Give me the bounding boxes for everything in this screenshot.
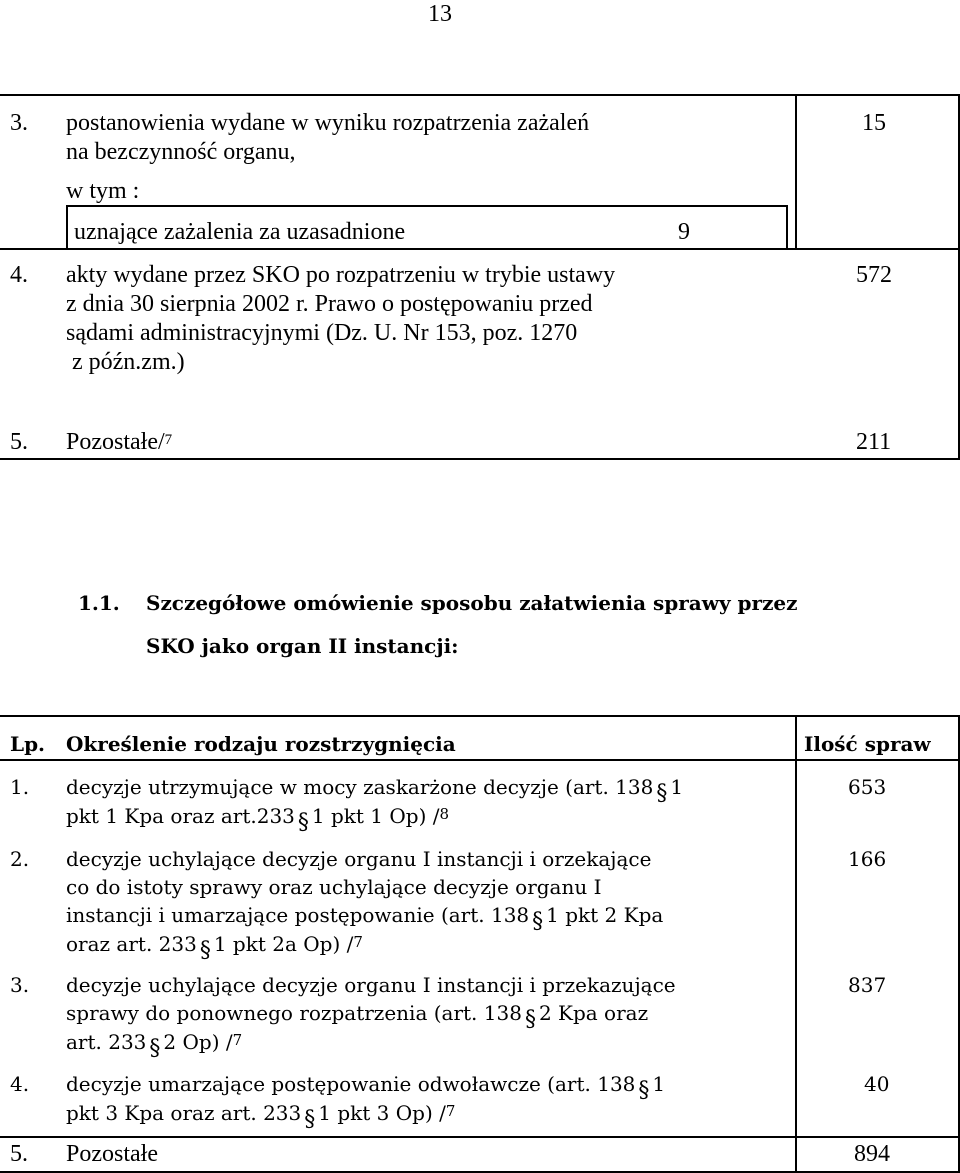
t2-row2-line4-b: 1 pkt 2a Op) / [213, 932, 354, 956]
row5-footnote: 7 [164, 432, 173, 448]
row5-description [66, 428, 172, 457]
t2-row2-footnote: 7 [353, 933, 363, 951]
table1-bottom-border [0, 458, 960, 460]
row5-number: 5. [10, 429, 28, 455]
row3-desc-line1: postanowienia wydane w wyniku rozpatrzenia zażaleń [66, 110, 590, 136]
t2-row3-line3 [66, 1028, 676, 1061]
section-sign: § [656, 781, 668, 806]
subtable-top-border [66, 205, 788, 207]
header-count: Ilość spraw [804, 732, 931, 756]
page-number: 13 [428, 1, 452, 27]
t2-row2-number: 2. [10, 847, 30, 871]
t2-row3-description [66, 971, 676, 1061]
t2-row1-footnote: 8 [439, 805, 450, 823]
table2-top-border [0, 715, 960, 717]
row3-desc-line2: na bezczynność organu, [66, 139, 296, 165]
row3-value: 15 [862, 110, 886, 136]
header-lp: Lp. [10, 732, 46, 756]
table1-divider [795, 94, 797, 249]
row3-sub-value: 9 [678, 219, 690, 245]
section-title-line1: Szczegółowe omówienie sposobu załatwienia sprawy przez [146, 591, 798, 615]
section-sign: § [638, 1078, 650, 1103]
t2-row1-description [66, 773, 684, 835]
t2-row1-line1 [66, 773, 684, 806]
row3-sub-description: uznające zażalenia za uzasadnione [74, 219, 406, 245]
t2-row1-line1-b: 1 [670, 775, 684, 799]
row5-value: 211 [856, 429, 892, 455]
t2-row3-line2-b: 2 Kpa oraz [538, 1001, 649, 1025]
t2-row2-description [66, 845, 664, 963]
row3-sub-label: w tym : [66, 178, 140, 204]
t2-row2-value: 166 [848, 847, 887, 871]
section-sign: § [199, 938, 211, 963]
row4-value: 572 [856, 262, 892, 288]
table2-row-divider [0, 1136, 960, 1138]
t2-row2-line1: decyzje uchylające decyzje organu I instancji i orzekające [66, 847, 652, 871]
t2-row2-line4 [66, 930, 663, 963]
t2-row3-line1: decyzje uchylające decyzje organu I instancji i przekazujące [66, 973, 676, 997]
table1-row-divider [0, 248, 960, 250]
t2-row1-line1-a: decyzje utrzymujące w mocy zaskarżone decyzje (art. 138 [66, 775, 654, 799]
t2-row3-line2-a: sprawy do ponownego rozpatrzenia (art. 138 [66, 1001, 522, 1025]
t2-row2-line3-a: instancji i umarzające postępowanie (art. 138 [66, 903, 530, 927]
section-sign: § [149, 1036, 161, 1061]
t2-row2-line3-b: 1 pkt 2 Kpa [546, 903, 664, 927]
t2-row4-footnote: 7 [445, 1102, 456, 1120]
subtable-right-border [786, 205, 788, 249]
t2-row4-description [66, 1070, 666, 1132]
t2-row1-line2-b: 1 pkt 1 Op) / [311, 804, 440, 828]
t2-row1-value: 653 [848, 775, 887, 799]
t2-row4-line1-a: decyzje umarzające postępowanie odwoławcze (art. 138 [66, 1072, 636, 1096]
header-description: Określenie rodzaju rozstrzygnięcia [66, 732, 456, 756]
t2-row4-line2-b: 1 pkt 3 Op) / [318, 1101, 446, 1125]
table2-header-divider [0, 759, 960, 761]
t2-row3-line2 [66, 999, 676, 1032]
row5-desc-text: Pozostałe/ [66, 429, 165, 455]
section-sign: § [524, 1007, 536, 1032]
t2-row1-line2-a: pkt 1 Kpa oraz art.233 [66, 804, 295, 828]
row4-desc-line2: z dnia 30 sierpnia 2002 r. Prawo o postępowaniu przed [66, 291, 593, 317]
row4-desc-line4: z późn.zm.) [72, 349, 185, 375]
section-title-line2: SKO jako organ II instancji: [146, 634, 459, 658]
t2-row4-line2-a: pkt 3 Kpa oraz art. 233 [66, 1101, 302, 1125]
row3-description [66, 109, 589, 167]
row4-description [66, 261, 615, 377]
t2-row3-value: 837 [848, 973, 887, 997]
section-sign: § [304, 1107, 316, 1132]
t2-row5-value: 894 [854, 1141, 890, 1167]
t2-row1-number: 1. [10, 775, 30, 799]
table1-top-border [0, 94, 960, 96]
t2-row3-line3-a: art. 233 [66, 1030, 147, 1054]
subtable-left-border [66, 205, 68, 249]
section-sign: § [532, 909, 544, 934]
t2-row5-number: 5. [10, 1141, 28, 1167]
t2-row2-line4-a: oraz art. 233 [66, 932, 197, 956]
t2-row4-number: 4. [10, 1072, 30, 1096]
t2-row2-line3 [66, 901, 664, 934]
section-number: 1.1. [78, 591, 120, 615]
t2-row1-line2 [66, 802, 683, 835]
t2-row3-footnote: 7 [232, 1031, 243, 1049]
t2-row5-description: Pozostałe [66, 1141, 158, 1167]
section-sign: § [297, 810, 309, 835]
row4-desc-line1: akty wydane przez SKO po rozpatrzeniu w trybie ustawy [66, 262, 616, 288]
row4-desc-line3: sądami administracyjnymi (Dz. U. Nr 153, poz. 1270 [66, 320, 578, 346]
t2-row4-value: 40 [864, 1072, 890, 1096]
t2-row3-number: 3. [10, 973, 30, 997]
t2-row2-line2: co do istoty sprawy oraz uchylające decyzje organu I [66, 875, 602, 899]
row4-number: 4. [10, 262, 28, 288]
table2-divider [795, 715, 797, 1171]
t2-row3-line3-b: 2 Op) / [163, 1030, 233, 1054]
row3-number: 3. [10, 110, 28, 136]
t2-row4-line1 [66, 1070, 666, 1103]
t2-row4-line1-b: 1 [652, 1072, 666, 1096]
t2-row4-line2 [66, 1099, 665, 1132]
